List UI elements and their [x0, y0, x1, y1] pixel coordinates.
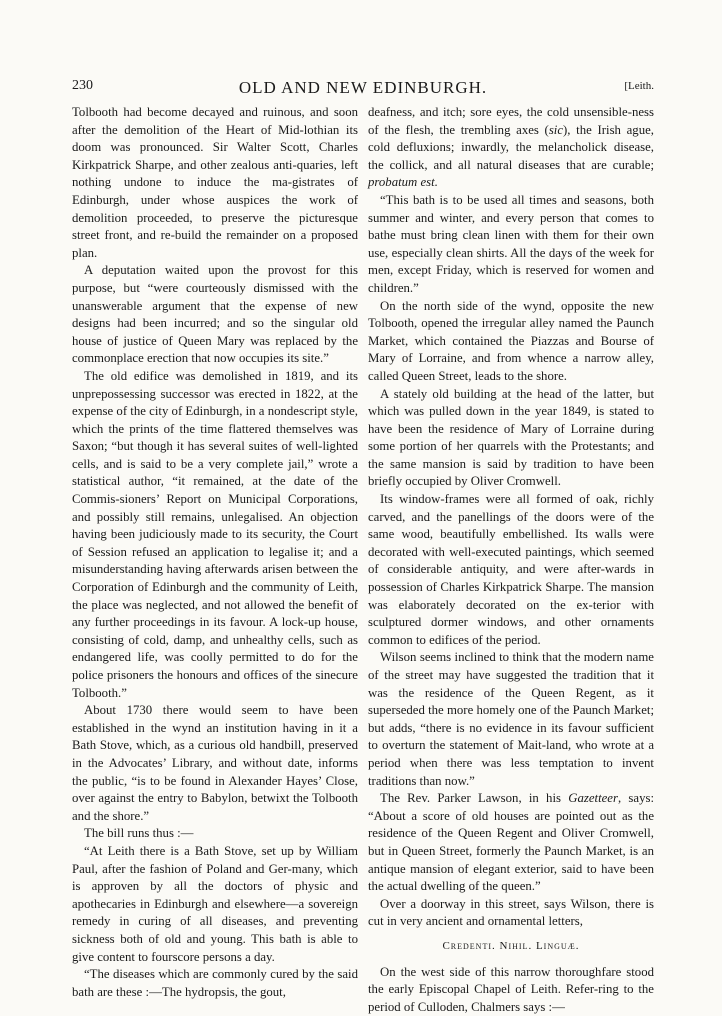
- paragraph: A stately old building at the head of the latter, but which was pulled down in the year 1849, is stated to have been the residence of Mary of Lorraine during some portion of her quarrels with the Protestants; and the same mansion is said by tradition to have been briefly occupied by Oliver Cromwell.: [368, 386, 654, 492]
- paragraph: On the west side of this narrow thoroughfare stood the early Episcopal Chapel of Leith. Refer-ring to the period of Culloden, Chalmers says :—: [368, 964, 654, 1016]
- paragraph: Its window-frames were all formed of oak, richly carved, and the panellings of the doors were of the same wood, beautifully embellished. Its walls were decorated with well-executed paintings, which seemed of considerable antiquity, and were after-wards in possession of Charles Kirkpatrick Sharpe. The mansion was elaborately decorated on the ex-terior with sculptured dormer windows, and other ornaments common to edifices of the period.: [368, 491, 654, 649]
- text-run: , says: “About a score of old houses are pointed out as the residence of the Queen Regent and Oliver Cromwell, but in Queen Street, formerly the Paunch Market, is an antique mansion of elegant exterior, said to have been the actual dwelling of the queen.”: [368, 791, 654, 893]
- paragraph: “This bath is to be used all times and seasons, both summer and winter, and every person that comes to bathe must bring clean linen with them for their own use, especially clean shirts. All the days of the week for men, except Friday, which is reserved for women and children.”: [368, 192, 654, 298]
- paragraph: Tolbooth had become decayed and ruinous, and soon after the demolition of the Heart of Mid-lothian its doom was pronounced. Sir Walter Scott, Charles Kirkpatrick Sharpe, and other zealous anti-quaries, left nothing undone to induce the ma-gistrates of Edinburgh, under whose auspices the work of demolition proceeded, to preserve the picturesque street front, and re-build the remainder on a proposed plan.: [72, 104, 358, 262]
- paragraph: Wilson seems inclined to think that the modern name of the street may have suggested the tradition that it was the residence of the Queen Regent, as it superseded the more homely one of the Paunch Market; but adds, “there is no evidence in its favour sufficient to overturn the statement of Mait-land, who wrote at a period when there was less temptation to invent traditions than now.”: [368, 649, 654, 790]
- paragraph: The bill runs thus :—: [72, 825, 358, 843]
- italic-text: Gazetteer: [568, 791, 618, 805]
- paragraph: The old edifice was demolished in 1819, and its unprepossessing successor was erected in 1822, at the expense of the city of Edinburgh, in a nondescript style, which the prints of the time flattered themselves was Saxon; “but though it has several suites of well-lighted cells, and is said to be a very complete jail,” wrote a statistical author, “it remained, at the date of the Commis-sioners’ Report on Municipal Corporations, and possibly still remains, unlegalised. An objection having been judiciously made to its security, the Court of Session refused an application to legalise it; and a misunderstanding having afterwards arisen between the Corporation of Edinburgh and the community of Leith, the place was neglected, and not allowed the benefit of any further proceedings in its favour. A lock-up house, consisting of cold, damp, and unhealthy cells, such as endangered life, was coolly permitted to do for the police prisoners the honours and offices of the sinecure Tolbooth.”: [72, 368, 358, 702]
- paragraph: On the north side of the wynd, opposite the new Tolbooth, opened the irregular alley named the Paunch Market, which contained the Piazzas and Bourse of Mary of Lorraine, and from whence a narrow alley, called Queen Street, leads to the shore.: [368, 298, 654, 386]
- section-tag: [Leith.: [624, 80, 654, 92]
- paragraph: Over a doorway in this street, says Wilson, there is cut in very ancient and ornamental letters,: [368, 896, 654, 931]
- paragraph: [368, 790, 654, 896]
- italic-text: sic: [549, 123, 563, 137]
- page-number: 230: [72, 78, 93, 94]
- right-column: [368, 104, 654, 1016]
- italic-text: probatum est.: [368, 175, 438, 189]
- left-column: [72, 104, 358, 1001]
- text-run: ), the Irish ague, cold defluxions; inwardly, the melancholick disease, the collick, and all natural diseases that are curable;: [368, 123, 654, 172]
- paragraph: About 1730 there would seem to have been established in the wynd an institution having in it a Bath Stove, which, as a curious old handbill, preserved in the Advocates’ Library, and without date, informs the public, “is to be found in Alexander Hayes’ Close, over against the entry to Babylon, betwixt the Tolbooth and the shore.”: [72, 702, 358, 825]
- paragraph: A deputation waited upon the provost for this purpose, but “were courteously dismissed with the unanswerable argument that the expense of new designs had been incurred; and so the singular old house of justice of Queen Mary was replaced by the commonplace erection that now occupies its site.”: [72, 262, 358, 368]
- text-run: deafness, and itch; sore eyes, the cold unsensible-ness of the flesh, the trembling axes (: [368, 105, 654, 137]
- text-run: The Rev. Parker Lawson, in his: [380, 791, 568, 805]
- paragraph: “The diseases which are commonly cured by the said bath are these :—The hydropsis, the gout,: [72, 966, 358, 1001]
- paragraph: [368, 104, 654, 192]
- running-title: OLD AND NEW EDINBURGH.: [72, 78, 654, 98]
- inscription: Credenti. Nihil. Linguæ.: [368, 938, 654, 956]
- page-header: [72, 78, 654, 100]
- paragraph: “At Leith there is a Bath Stove, set up by William Paul, after the fashion of Poland and Ger-many, which is approven by all the doctors of physic and apothecaries in Edinburgh and elsewhere—a sovereign remedy in curing of all diseases, and preventing sickness both of old and young. This bath is able to give content to fourscore persons a day.: [72, 843, 358, 966]
